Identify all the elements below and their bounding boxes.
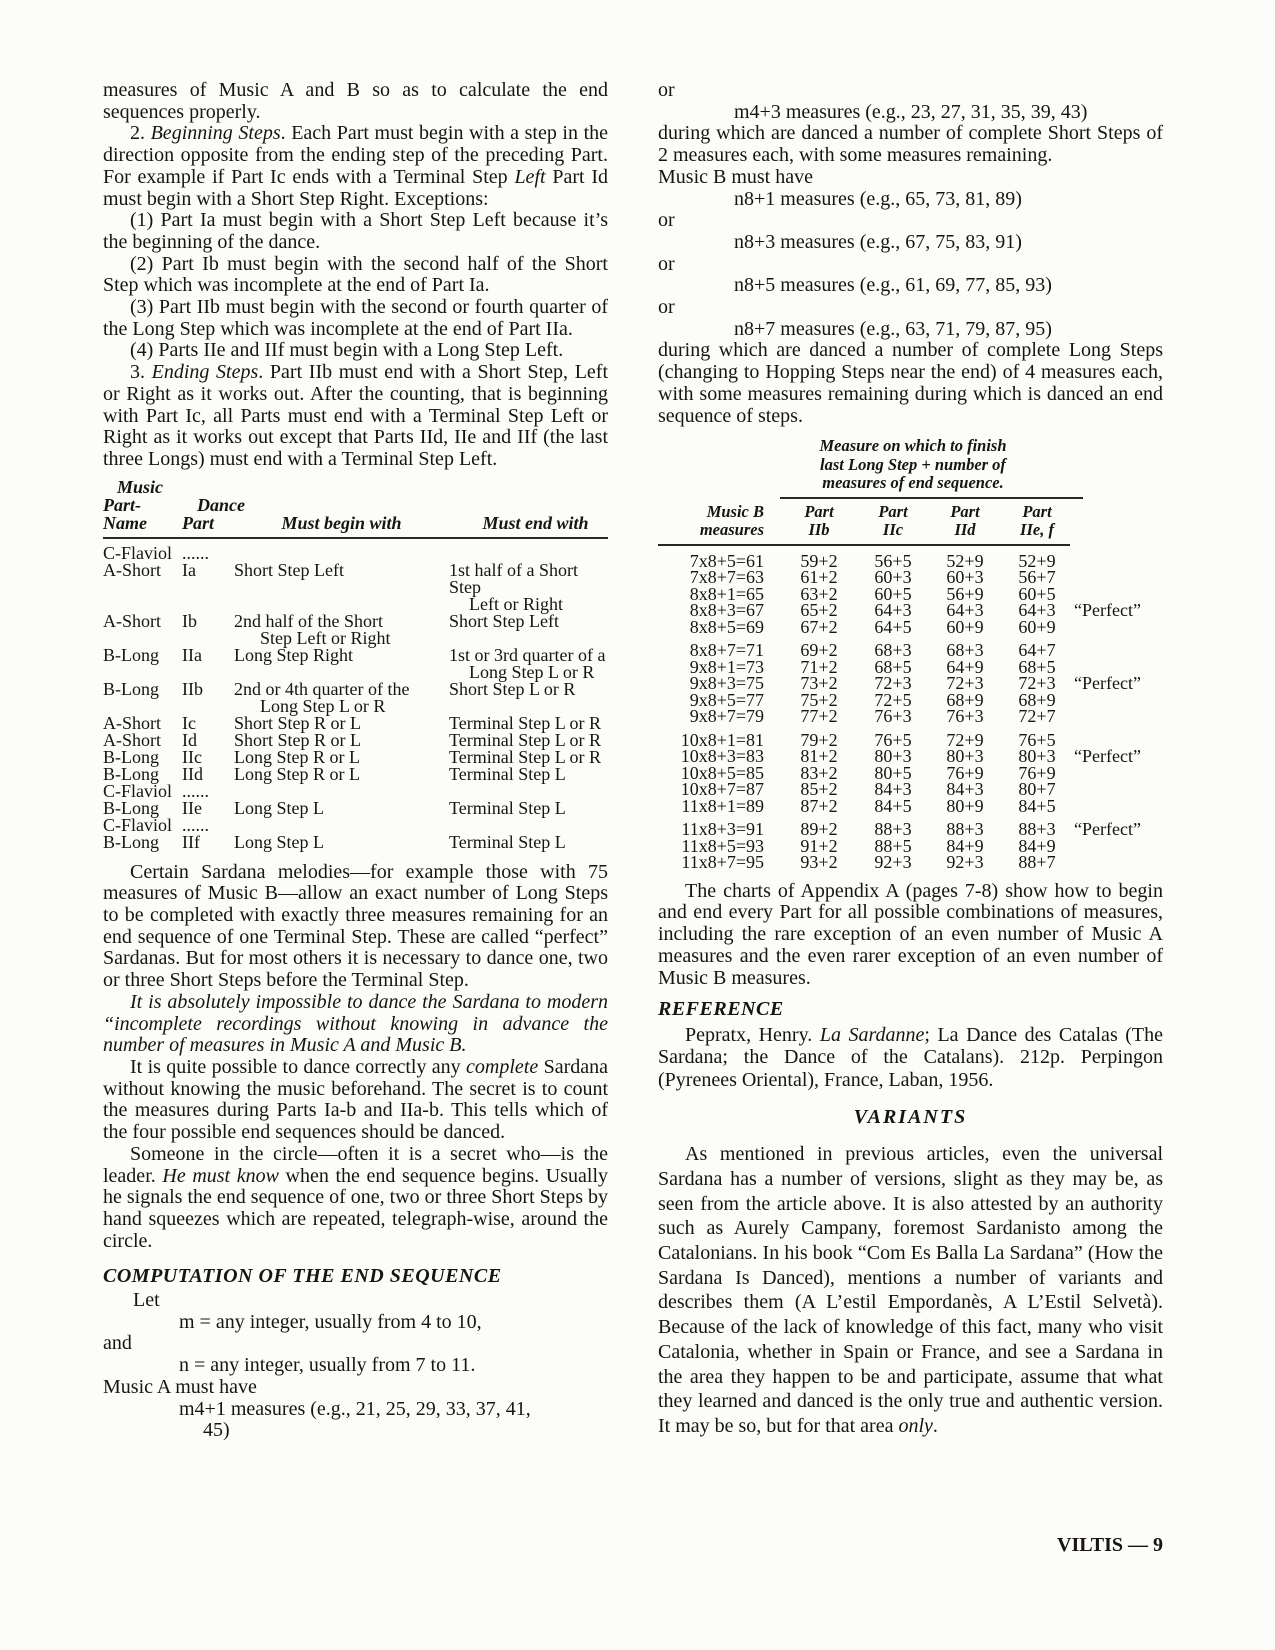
must-end-with-cell: 1st half of a Short Step Left or Right (449, 559, 578, 614)
must-end-with-cell: Terminal Step L or R (449, 712, 602, 733)
part-iid-cell: 76+3 (946, 706, 984, 727)
page-footer: VILTIS — 9 (1057, 1534, 1163, 1556)
steps-table-row (103, 831, 608, 852)
paragraph-continuation: measures of Music A and B so as to calculate the end sequences properly. (103, 79, 608, 123)
measures-table-row (658, 708, 1163, 725)
part-iief-cell: 84+5 (1018, 795, 1056, 816)
header-dance-part: Dance Part (182, 494, 245, 533)
music-b-measures-cell: 7x8+5=61 (689, 550, 764, 571)
part-iib-cell: 87+2 (800, 795, 838, 816)
part-iib-cell: 91+2 (800, 835, 838, 856)
music-part-name-cell: A-Short (103, 559, 161, 580)
n-definition: n = any integer, usually from 7 to 11. (179, 1354, 476, 1377)
part-iief-cell: 60+5 (1018, 583, 1056, 604)
measures-table-group-4 (658, 821, 1163, 871)
citation-text: ; La Dance des Catalas (The Sardana; the Dance of the Catalans). 212p. Perpingon (Pyrenees Oriental), France, Laban, 1956. (658, 1023, 1163, 1091)
part-iib-cell: 79+2 (800, 729, 838, 750)
must-end-with-cell: Terminal Step L (449, 797, 566, 818)
part-iid-cell: 84+9 (946, 835, 984, 856)
paragraph-text: . (932, 1414, 938, 1437)
perfect-note: “Perfect” (1074, 819, 1141, 840)
dance-part-cell: IId (182, 763, 203, 784)
header-part-iid: Part IId (950, 501, 980, 539)
dance-part-cell: ...... (182, 542, 209, 563)
must-begin-with-cell: Short Step R or L (234, 712, 362, 733)
header-part-iic: Part IIc (878, 501, 908, 539)
measures-table-row (658, 854, 1163, 871)
dance-part-cell: IIb (182, 678, 203, 699)
exception-4: (4) Parts IIe and IIf must begin with a Long Step Left. (130, 339, 564, 362)
header-music-part-name: Music Part-Name (103, 476, 164, 533)
header-part-iib: Part IIb (804, 501, 834, 539)
music-b-measures-cell: 10x8+1=81 (680, 729, 764, 750)
paragraph-beginning-steps (103, 123, 608, 210)
part-iief-cell: 60+9 (1018, 616, 1056, 637)
music-b-measures-cell: 8x8+5=69 (689, 616, 764, 637)
paragraph-text: when the end sequence begins. Usually he signals the end sequence of one, two or three Short Steps by hand squeezes which are repeated, telegraph-wise, around the circle. (103, 1164, 609, 1252)
paragraph-text: Someone in the circle—often it is a secret who—is the leader. (103, 1142, 608, 1187)
dance-part-cell: ...... (182, 780, 209, 801)
dance-part-cell: Ic (182, 712, 196, 733)
left-column (103, 80, 608, 1442)
header-must-end-with: Must end with (482, 512, 589, 533)
measures-table-caption: Measure on which to finish last Long Step + number of measures of end sequence. (819, 436, 1007, 493)
part-iic-cell: 68+5 (874, 656, 912, 677)
part-iid-cell: 84+3 (946, 779, 984, 800)
music-b-measures-cell: 8x8+7=71 (689, 640, 764, 661)
part-iid-cell: 52+9 (946, 550, 984, 571)
header-rule (658, 544, 1070, 546)
must-begin-with-cell: Short Step Left (234, 559, 344, 580)
paragraph-text: It is quite possible to dance correctly any (130, 1055, 467, 1078)
part-iid-cell: 60+3 (946, 567, 984, 588)
music-b-measures-cell: 9x8+3=75 (689, 673, 764, 694)
ending-steps-label: Ending Steps (151, 361, 259, 384)
perfect-note: “Perfect” (1074, 673, 1141, 694)
steps-table-row (103, 610, 608, 648)
music-a-must-have: Music A must have (103, 1375, 257, 1398)
exception-3: (3) Part IIb must begin with the second or fourth quarter of the Long Step which was incomplete at the end of Part IIa. (103, 296, 608, 340)
part-iief-cell: 72+3 (1018, 673, 1056, 694)
part-iid-cell: 64+9 (946, 656, 984, 677)
part-iid-cell: 88+3 (946, 819, 984, 840)
paragraph-short-steps: during which are danced a number of complete Short Steps of 2 measures each, with some measures remaining. (658, 122, 1163, 167)
dance-part-cell: IIc (182, 746, 202, 767)
measures-table-group-1 (658, 550, 1163, 637)
music-part-name-cell: B-Long (103, 678, 159, 699)
perfect-note: “Perfect” (1074, 746, 1141, 767)
part-iid-cell: 80+3 (946, 746, 984, 767)
dance-part-cell: Ib (182, 610, 197, 631)
part-iief-cell: 72+7 (1018, 706, 1056, 727)
music-b-measures-cell: 8x8+1=65 (689, 583, 764, 604)
must-begin-with-cell: Long Step L (234, 831, 324, 852)
n8plus3-formula: n8+3 measures (e.g., 67, 75, 83, 91) (734, 230, 1022, 253)
music-b-measures-cell: 10x8+7=87 (680, 779, 764, 800)
steps-table-row (103, 644, 608, 682)
paragraph-counting (103, 1057, 608, 1144)
must-end-with-cell: Terminal Step L or R (449, 729, 602, 750)
music-part-name-cell: B-Long (103, 644, 159, 665)
part-iib-cell: 83+2 (800, 762, 838, 783)
music-part-name-cell: B-Long (103, 831, 159, 852)
header-music-b-measures: Music B measures (699, 501, 764, 539)
music-part-name-cell: C-Flaviol (103, 542, 173, 563)
reference-heading: REFERENCE (658, 998, 784, 1021)
music-part-name-cell: C-Flaviol (103, 780, 173, 801)
beginning-steps-label: Beginning Steps (150, 122, 281, 145)
must-begin-with-cell: Short Step R or L (234, 729, 362, 750)
part-iib-cell: 67+2 (800, 616, 838, 637)
music-b-measures-cell: 9x8+7=79 (689, 706, 764, 727)
m4plus1-formula: m4+1 measures (e.g., 21, 25, 29, 33, 37, 41, (179, 1397, 531, 1420)
part-iid-cell: 72+3 (946, 673, 984, 694)
m4plus3-formula: m4+3 measures (e.g., 23, 27, 31, 35, 39, 43) (734, 100, 1088, 123)
steps-table-row (103, 763, 608, 784)
part-iib-cell: 69+2 (800, 640, 838, 661)
left-italic: Left (514, 165, 546, 188)
part-iid-cell: 56+9 (946, 583, 984, 604)
paragraph-perfect-sardanas: Certain Sardana melodies—for example those with 75 measures of Music B—allow an exact number of Long Steps to be completed with exactly three measures remaining for an end sequence of one Terminal Step. These are called “perfect” Sardanas. But for most others it is necessary to dance one, two or three Short Steps before the Terminal Step. (103, 860, 608, 992)
reference-citation (658, 1024, 1163, 1092)
paragraph-leader (103, 1144, 608, 1253)
citation-text: Pepratx, Henry. (685, 1023, 820, 1046)
part-iib-cell: 93+2 (800, 852, 838, 873)
part-iief-cell: 68+5 (1018, 656, 1056, 677)
part-iid-cell: 68+9 (946, 689, 984, 710)
part-iid-cell: 80+9 (946, 795, 984, 816)
music-b-measures-cell: 7x8+7=63 (689, 567, 764, 588)
part-iib-cell: 73+2 (800, 673, 838, 694)
part-iief-cell: 64+7 (1018, 640, 1056, 661)
right-column (658, 80, 1163, 1439)
variants-heading: VARIANTS (853, 1106, 968, 1129)
part-iief-cell: 88+7 (1018, 852, 1056, 873)
part-iib-cell: 71+2 (800, 656, 838, 677)
music-b-measures-cell: 11x8+1=89 (681, 795, 764, 816)
paragraph-long-steps: during which are danced a number of complete Long Steps (changing to Hopping Steps near the end) of 4 measures each, with some measures remaining during which is danced an end sequence of steps. (658, 339, 1163, 427)
part-iid-cell: 92+3 (946, 852, 984, 873)
music-part-name-cell: C-Flaviol (103, 814, 173, 835)
steps-table-row (103, 797, 608, 818)
or-line: or (658, 296, 675, 319)
part-iic-cell: 80+3 (874, 746, 912, 767)
steps-table (103, 478, 608, 851)
part-iid-cell: 68+3 (946, 640, 984, 661)
part-iib-cell: 63+2 (800, 583, 838, 604)
music-part-name-cell: B-Long (103, 797, 159, 818)
dance-part-cell: ...... (182, 814, 209, 835)
must-end-with-cell: Terminal Step L or R (449, 746, 602, 767)
part-iib-cell: 61+2 (800, 567, 838, 588)
music-b-measures-cell: 10x8+5=85 (680, 762, 764, 783)
n8plus5-formula: n8+5 measures (e.g., 61, 69, 77, 85, 93) (734, 274, 1052, 297)
steps-table-body (103, 539, 608, 851)
exception-1: (1) Part Ia must begin with a Short Step Left because it’s the beginning of the dance. (103, 209, 608, 253)
n8plus1-formula: n8+1 measures (e.g., 65, 73, 81, 89) (734, 187, 1022, 210)
let-line: Let (133, 1289, 160, 1312)
must-end-with-cell: Terminal Step L (449, 763, 566, 784)
part-iib-cell: 59+2 (800, 550, 838, 571)
must-end-with-cell: Short Step L or R (449, 678, 576, 699)
music-part-name-cell: B-Long (103, 746, 159, 767)
music-part-name-cell: A-Short (103, 610, 161, 631)
paragraph-variants (658, 1142, 1163, 1438)
perfect-note: “Perfect” (1074, 600, 1141, 621)
dance-part-cell: IIf (182, 831, 200, 852)
steps-table-row (103, 678, 608, 716)
measures-table-header (658, 503, 1163, 539)
paragraph-impossible-italic: It is absolutely impossible to dance the Sardana to modern “incomplete recordings without knowing in advance the number of measures in Music A and Music B. (103, 990, 608, 1057)
part-iic-cell: 88+5 (874, 835, 912, 856)
part-iief-cell: 80+3 (1018, 746, 1056, 767)
part-iic-cell: 60+3 (874, 567, 912, 588)
part-iic-cell: 88+3 (874, 819, 912, 840)
paragraph-ending-steps (103, 362, 608, 471)
part-iic-cell: 64+5 (874, 616, 912, 637)
music-b-must-have: Music B must have (658, 165, 813, 188)
list-number: 2. (130, 122, 151, 145)
part-iief-cell: 88+3 (1018, 819, 1056, 840)
part-iib-cell: 89+2 (800, 819, 838, 840)
part-iief-cell: 68+9 (1018, 689, 1056, 710)
must-begin-with-cell: Long Step L (234, 797, 324, 818)
part-iid-cell: 72+9 (946, 729, 984, 750)
complete-italic: complete (466, 1055, 539, 1078)
steps-table-header (103, 478, 608, 539)
paragraph-text: Part Id must begin with a Short Step Right. Exceptions: (103, 165, 608, 210)
only-italic: only (898, 1414, 933, 1437)
part-iid-cell: 60+9 (946, 616, 984, 637)
part-iic-cell: 80+5 (874, 762, 912, 783)
music-part-name-cell: A-Short (103, 729, 161, 750)
measures-table-row (658, 795, 1163, 816)
part-iief-cell: 84+9 (1018, 835, 1056, 856)
music-b-measures-cell: 9x8+1=73 (689, 656, 764, 677)
part-iic-cell: 72+3 (874, 673, 912, 694)
part-iief-cell: 56+7 (1018, 567, 1056, 588)
measures-table-group-2 (658, 642, 1163, 725)
header-part-iief: Part IIe, f (1020, 501, 1054, 539)
or-line: or (658, 79, 675, 101)
part-iic-cell: 60+5 (874, 583, 912, 604)
part-iib-cell: 77+2 (800, 706, 838, 727)
part-iib-cell: 75+2 (800, 689, 838, 710)
music-b-measures-cell: 11x8+5=93 (681, 835, 764, 856)
part-iic-cell: 84+5 (874, 795, 912, 816)
part-iief-cell: 80+7 (1018, 779, 1056, 800)
computation-heading: COMPUTATION OF THE END SEQUENCE (103, 1265, 502, 1288)
paragraph-text: As mentioned in previous articles, even the universal Sardana has a number of versions, slight as they may be, as seen from the article above. It is also attested by an authority such as Aurely Campany, foremost Sardanisto among the Catalonians. In his book “Com Es Balla La Sardana” (How the Sardana Is Danced), mentions a number of variants and describes them (A L’estil Empordanès, A L’Estil Selvetà). Because of the lack of knowledge of this fact, many who visit Catalonia, whether in Spain or France, and see a Sardana in the area they happen to be and participate, assume that what they learned and danced is the only true and authentic version. It may be so, but for that area (658, 1143, 1163, 1437)
paragraph-appendix-charts: The charts of Appendix A (pages 7-8) show how to begin and end every Part for all possible combinations of measures, including the rare exception of an even number of Music A measures and the even rarer exception of an even number of Music B measures. (658, 879, 1163, 989)
dance-part-cell: IIa (182, 644, 202, 665)
dance-part-cell: IIe (182, 797, 202, 818)
paragraph-text: . Part IIb must end with a Short Step, Left or Right as it works out. After the counting, that is beginning with Part Ic, all Parts must end with a Terminal Step Left or Right as it works out except that Parts IId, IIe and IIf (the last three Longs) must end with a Terminal Step Left. (103, 361, 608, 470)
and-line: and (103, 1332, 132, 1355)
header-must-begin-with: Must begin with (281, 512, 402, 533)
part-iic-cell: 68+3 (874, 640, 912, 661)
exception-2: (2) Part Ib must begin with the second half of the Short Step which was incomplete at the end of Part Ia. (103, 252, 608, 297)
n8plus7-formula: n8+7 measures (e.g., 63, 71, 79, 87, 95) (734, 317, 1052, 340)
m-definition: m = any integer, usually from 4 to 10, (179, 1310, 482, 1333)
dance-part-cell: Id (182, 729, 197, 750)
part-iief-cell: 76+5 (1018, 729, 1056, 750)
part-iic-cell: 56+5 (874, 550, 912, 571)
music-b-measures-cell: 9x8+5=77 (689, 689, 764, 710)
computation-block (103, 1290, 608, 1442)
paragraph-text: . Each Part must begin with a step in the direction opposite from the ending step of the preceding Part. For example if Part Ic ends with a Terminal Step (103, 122, 608, 188)
part-iief-cell: 76+9 (1018, 762, 1056, 783)
measures-table (658, 437, 1163, 871)
part-iic-cell: 76+5 (874, 729, 912, 750)
must-begin-with-cell: Long Step R or L (234, 763, 360, 784)
part-iief-cell: 64+3 (1018, 600, 1056, 621)
part-iic-cell: 92+3 (874, 852, 912, 873)
must-begin-with-cell: Long Step Right (234, 644, 354, 665)
part-iid-cell: 64+3 (946, 600, 984, 621)
part-iief-cell: 52+9 (1018, 550, 1056, 571)
music-b-measures-cell: 11x8+7=95 (681, 852, 764, 873)
part-iic-cell: 72+5 (874, 689, 912, 710)
or-line: or (658, 209, 675, 232)
part-iid-cell: 76+9 (946, 762, 984, 783)
steps-table-row (103, 559, 608, 614)
m4plus1-continuation: 45) (203, 1419, 230, 1442)
music-part-name-cell: A-Short (103, 712, 161, 733)
or-line: or (658, 252, 675, 275)
part-iic-cell: 84+3 (874, 779, 912, 800)
dance-part-cell: Ia (182, 559, 196, 580)
measures-table-group-3 (658, 729, 1163, 816)
part-iib-cell: 85+2 (800, 779, 838, 800)
must-begin-with-cell: 2nd or 4th quarter of the Long Step L or R (234, 678, 410, 716)
measures-table-row (658, 616, 1163, 637)
caption-rule (780, 497, 1083, 499)
music-part-name-cell: B-Long (103, 763, 159, 784)
must-begin-with-cell: Long Step R or L (234, 746, 360, 767)
must-end-with-cell: Short Step Left (449, 610, 559, 631)
la-sardanne-italic: La Sardanne (819, 1023, 925, 1046)
music-b-measures-cell: 10x8+3=83 (680, 746, 764, 767)
he-must-know-italic: He must know (162, 1164, 279, 1187)
list-number: 3. (130, 361, 152, 384)
music-b-measures-cell: 11x8+3=91 (681, 819, 764, 840)
part-iib-cell: 65+2 (800, 600, 838, 621)
must-end-with-cell: 1st or 3rd quarter of a Long Step L or R (449, 644, 606, 682)
part-iic-cell: 64+3 (874, 600, 912, 621)
must-end-with-cell: Terminal Step L (449, 831, 566, 852)
part-iic-cell: 76+3 (874, 706, 912, 727)
part-iib-cell: 81+2 (800, 746, 838, 767)
must-begin-with-cell: 2nd half of the Short Step Left or Right (234, 610, 391, 648)
paragraph-text: Sardana without knowing the music beforehand. The secret is to count the measures during Parts Ia-b and IIa-b. This tells which of the four possible end sequences should be danced. (103, 1055, 608, 1144)
music-b-measures-cell: 8x8+3=67 (689, 600, 764, 621)
